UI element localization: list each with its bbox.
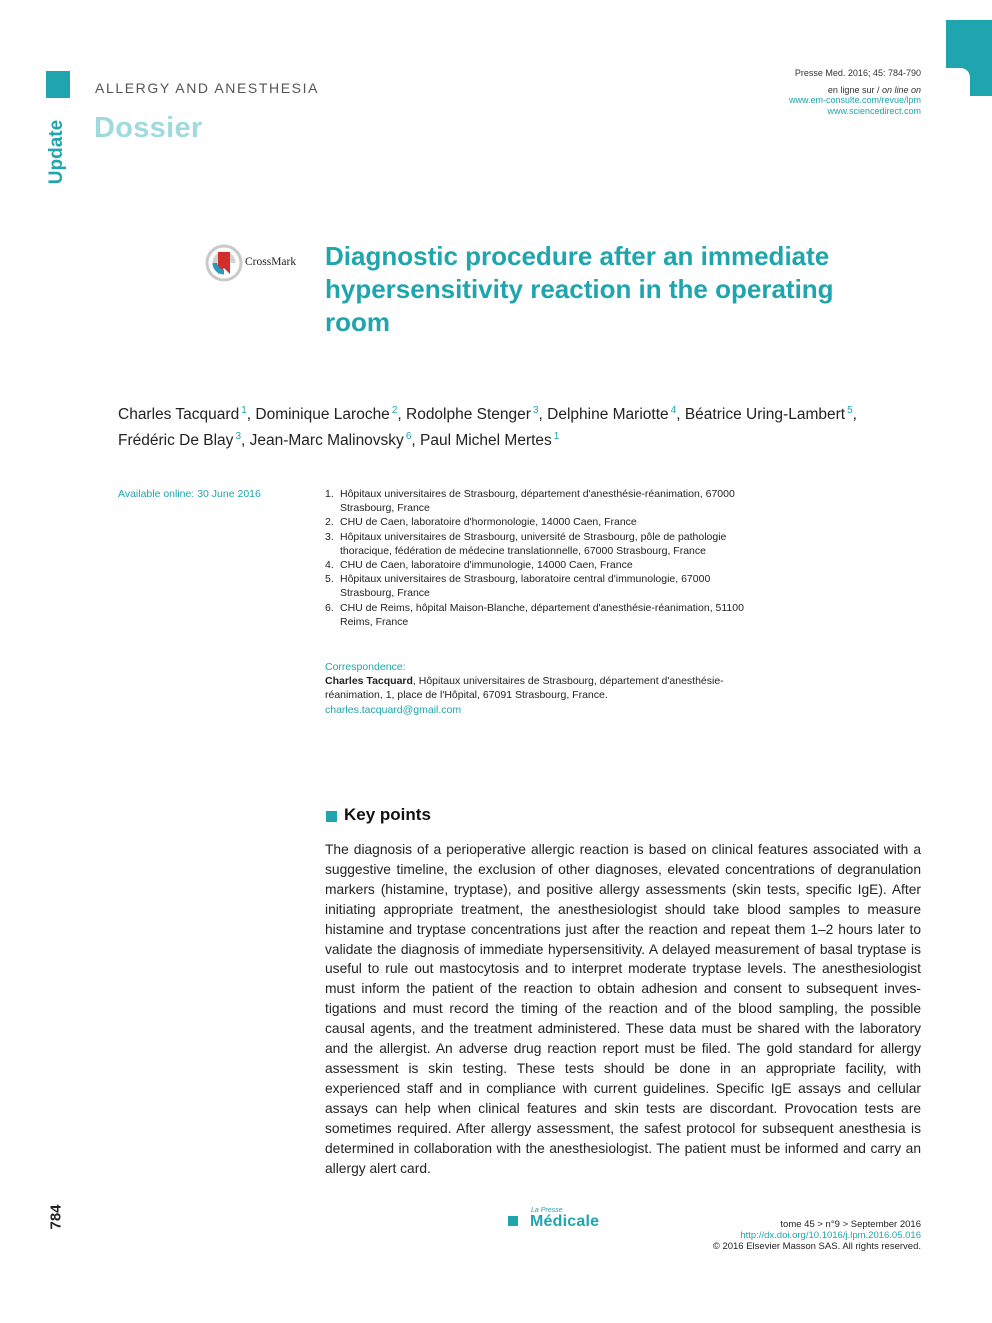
author: Delphine Mariotte $^4$,: [547, 405, 685, 424]
affiliation-number: 1.: [325, 488, 334, 500]
author-name: Frédéric De Blay: [118, 432, 234, 450]
affiliation-item: [325, 515, 745, 529]
affiliation-number: 3.: [325, 530, 334, 543]
doi-link[interactable]: http://dx.doi.org/10.1016/j.lpm.2016.05.016: [740, 1230, 921, 1241]
affiliation-text: CHU de Caen, laboratoire d'immunologie, 14000 Caen, France: [340, 559, 633, 572]
affiliation-list: [325, 487, 745, 629]
affiliation-item: [325, 487, 745, 515]
article-title: Diagnostic procedure after an immediate hypersensitivity reaction in the operating room: [325, 241, 834, 337]
dossier-heading: Dossier: [94, 112, 203, 144]
sciencedirect-link[interactable]: www.sciencedirect.com: [827, 105, 921, 116]
key-points-heading: Key points: [344, 805, 431, 824]
correspondence-email-link[interactable]: charles.tacquard@gmail.com: [325, 703, 462, 716]
author-affiliation-mark: 6: [405, 431, 412, 443]
author: Jean-Marc Malinovsky $^6$,: [249, 431, 420, 450]
citation: Presse Med. 2016; 45: 784-790: [794, 68, 921, 78]
update-vertical-label: Update: [46, 119, 67, 185]
affiliation-item: [325, 572, 745, 600]
key-points-bullet-icon: [326, 811, 337, 822]
affiliation-number: 5.: [325, 573, 334, 586]
author-affiliation-mark: 3: [532, 405, 539, 416]
correspondence-block: [325, 660, 745, 717]
online-en: on line on: [881, 84, 921, 95]
affiliation-number: 6.: [325, 601, 334, 614]
author-list: [118, 400, 928, 452]
affiliation-item: [325, 601, 745, 629]
footer-square-icon: [508, 1216, 518, 1226]
crossmark-badge[interactable]: [205, 244, 305, 284]
journal-logo-small: La Presse: [531, 1207, 563, 1214]
online-fr: en ligne sur /: [827, 84, 882, 95]
author-affiliation-mark: 5: [847, 405, 853, 416]
author: Dominique Laroche $^2$,: [255, 405, 406, 424]
affiliation-item: [325, 558, 745, 572]
author-name: Béatrice Uring-Lambert: [684, 406, 846, 424]
footer-metadata: [713, 1219, 921, 1252]
affiliation-number: 4.: [325, 559, 334, 572]
crossmark-label: CrossMark: [245, 256, 297, 268]
corner-tab-decoration: [942, 20, 992, 96]
crossmark-icon: [205, 244, 243, 282]
author: Charles Tacquard $^1$,: [118, 405, 256, 424]
author-name: Paul Michel Mertes: [420, 432, 552, 450]
correspondence-heading: Correspondence:: [325, 661, 406, 673]
affiliation-text: CHU de Reims, hôpital Maison-Blanche, département d'anesthésie-réanimation, 51100 Reims, France: [340, 601, 744, 628]
copyright: © 2016 Elsevier Masson SAS. All rights reserved.: [712, 1241, 921, 1252]
corner-square-decoration: [46, 71, 70, 98]
page-number: 784: [47, 1204, 65, 1230]
author: Rodolphe Stenger $^3$,: [406, 405, 548, 424]
author-affiliation-mark: 1: [553, 431, 560, 443]
author: Béatrice Uring-Lambert $^5$,: [684, 405, 857, 424]
author-affiliation-mark: 2: [391, 405, 398, 416]
affiliation-text: CHU de Caen, laboratoire d'hormonologie, 14000 Caen, France: [340, 516, 637, 529]
author-name: Jean-Marc Malinovsky: [249, 432, 404, 450]
affiliation-text: Hôpitaux universitaires de Strasbourg, laboratoire central d'immunologie, 67000 Strasbourg, France: [340, 573, 711, 600]
affiliation-item: [325, 530, 745, 558]
author-name: Delphine Mariotte: [547, 406, 669, 424]
available-online-date: Available online: 30 June 2016: [118, 488, 261, 500]
author-affiliation-mark: 4: [670, 405, 677, 416]
author-name: Dominique Laroche: [255, 406, 390, 424]
key-points-body: The diagnosis of a perioperative allergic reaction is based on clinical features associated with a suggestive timeline, the exclusion of other diagnoses, elevated concentrations of degranulation markers (histamine, tryptase), and positive allergy assessments (skin tests, specific IgE). After initiating appropriate treatment, the anesthesiologist should take blood samples to measure histamine and tryptase concentrations just after the reaction and repeat them 1–2 hours later to validate the diagnosis of immediate hypersensitivity. A delayed measurement of basal tryptase is useful to rule out mastocytosis and to interpret moderate tryptase levels. The anesthesiologist must inform the patient of the reaction to obtain adhesion and consent to subsequent investigations and must record the timing of the reaction and of the blood sampling, the possible causal agents, and the treatment administered. These data must be shared with the laboratory and the allergist. An adverse drug reaction report must be filed. The gold standard for allergy assessment is skin testing. These tests should be done in an appropriate facility, with experienced staff and in compliance with current guidelines. Specific IgE assays and cellular assays can help when clinical features and skin tests are discordant. Provocation tests are sometimes required. After allergy assessment, the safest protocol for subsequent anesthesia is determined in collaboration with the anesthesiologist. The patient must be informed and carry an allergy alert card.: [325, 842, 921, 1176]
journal-url-link[interactable]: www.em-consulte.com/revue/lpm: [788, 95, 921, 105]
affiliation-number: 2.: [325, 516, 334, 529]
online-line: [789, 85, 921, 96]
affiliation-text: Hôpitaux universitaires de Strasbourg, département d'anesthésie-réanimation, 67000 Strasbourg, France: [340, 488, 735, 515]
correspondence-address: , Hôpitaux universitaires de Strasbourg, département d'anesthésie-réanimation, 1, place de l'Hôpital, 67091 Strasbourg, France.: [325, 675, 724, 702]
correspondence-name: Charles Tacquard: [325, 675, 413, 688]
author-name: Rodolphe Stenger: [406, 406, 531, 424]
author: [420, 432, 559, 449]
journal-reference: [789, 68, 921, 116]
journal-logo: Médicale: [530, 1213, 600, 1230]
section-label: ALLERGY AND ANESTHESIA: [95, 80, 320, 96]
author-affiliation-mark: 1: [241, 405, 247, 416]
author-affiliation-mark: 3: [235, 431, 241, 443]
author: Frédéric De Blay $^3$,: [118, 431, 250, 450]
author-name: Charles Tacquard: [118, 406, 240, 424]
affiliation-text: Hôpitaux universitaires de Strasbourg, université de Strasbourg, pôle de pathologie thoracique, fédération de médecine translationnelle, 67000 Strasbourg, France: [340, 530, 727, 557]
issue-info: tome 45 > n°9 > September 2016: [780, 1219, 921, 1230]
